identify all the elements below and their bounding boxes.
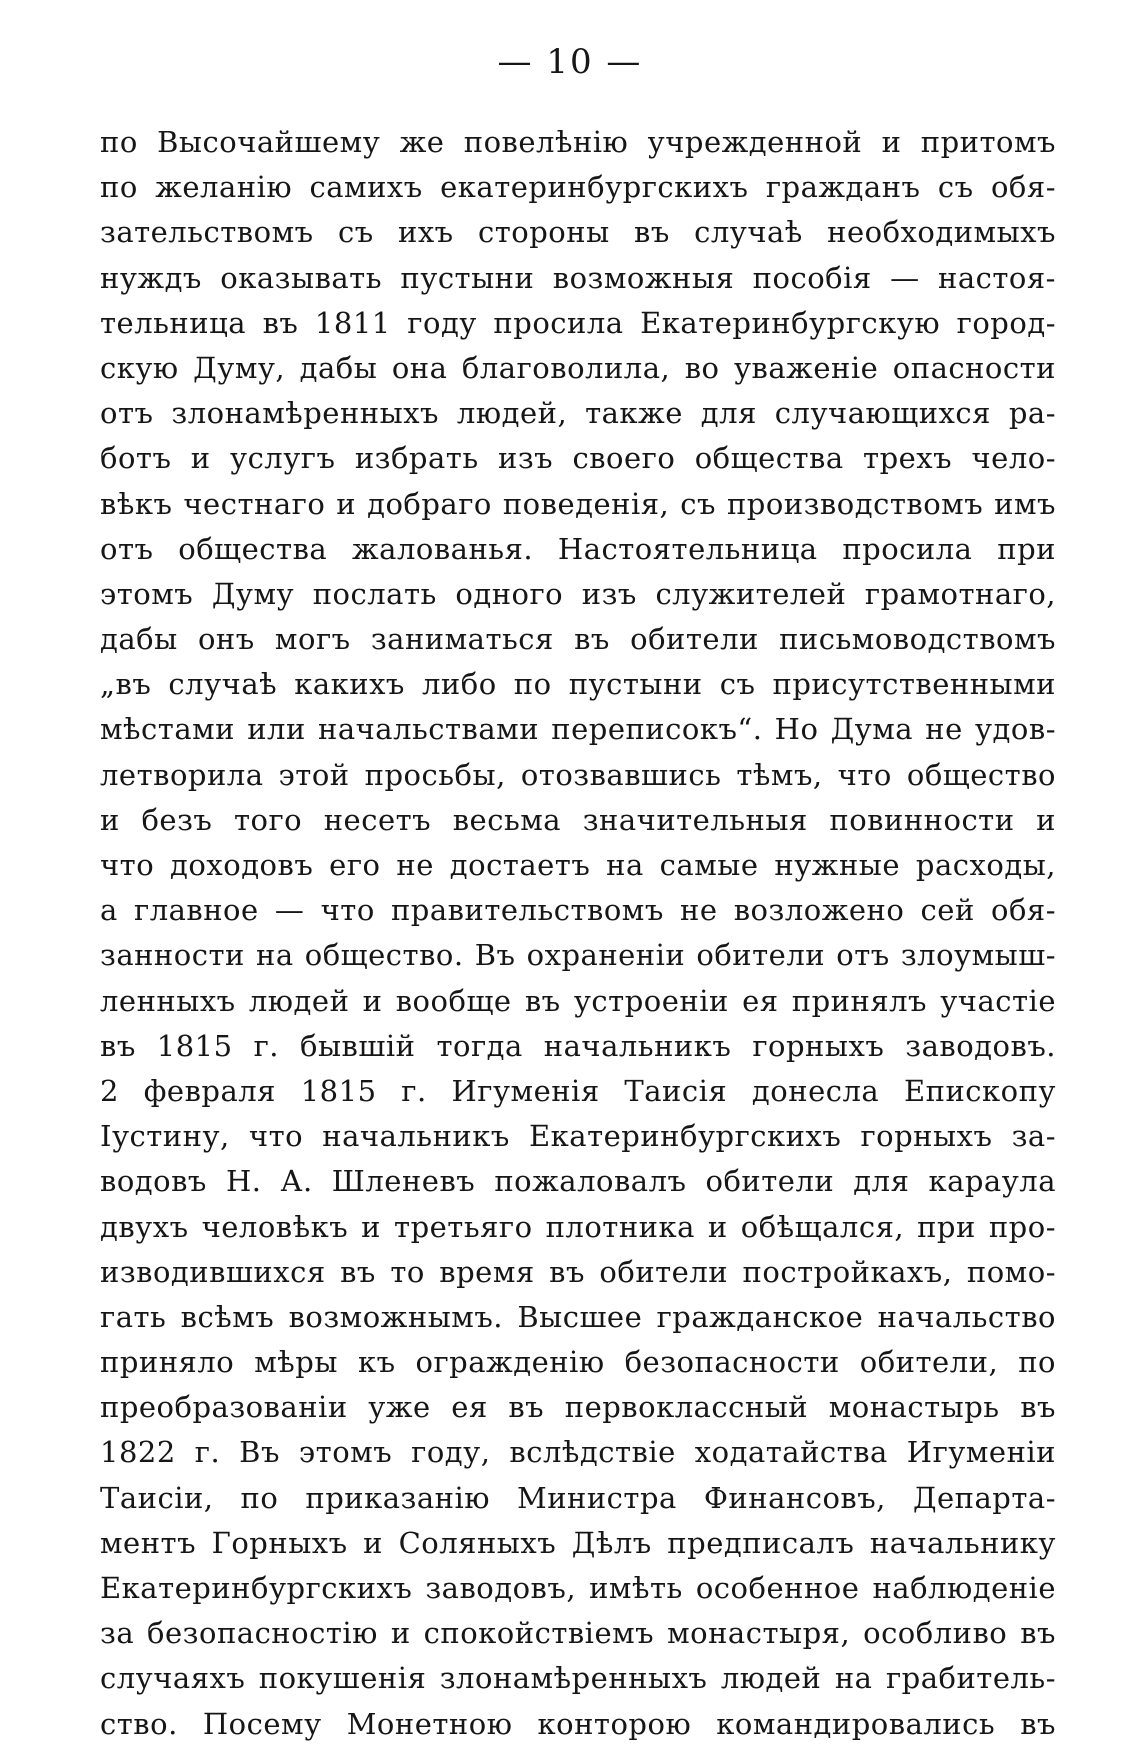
text-line: отъ общества жалованья. Настоятельница просила при	[100, 531, 1056, 566]
text-line: тельница въ 1811 году просила Екатеринбургскую город-	[100, 305, 1056, 340]
text-line: занности на общество. Въ охраненіи обители отъ злоумыш-	[100, 938, 1056, 973]
text-line: преобразованіи уже ея въ первоклассный монастырь въ	[100, 1390, 1056, 1425]
text-line: Екатеринбургскихъ заводовъ, имѣть особенное наблюденіе	[100, 1571, 1056, 1605]
text-line: ботъ и услугъ избрать изъ своего общества трехъ чело-	[100, 441, 1056, 476]
text-line: за безопасностію и спокойствіемъ монастыря, особливо въ	[100, 1616, 1056, 1651]
text-line: ство. Посему Монетною конторою командировались въ	[100, 1706, 1056, 1741]
text-line: по Высочайшему же повелѣнію учрежденной и притомъ	[100, 125, 1056, 159]
page-number: — 10 —	[497, 42, 643, 82]
text-line: что доходовъ его не достаетъ на самые нужные расходы,	[100, 848, 1056, 882]
text-line: случаяхъ покушенія злонамѣренныхъ людей на грабитель-	[100, 1661, 1056, 1696]
text-line: нуждъ оказывать пустыни возможныя пособія — настоя-	[100, 260, 1056, 295]
text-line: Таисіи, по приказанію Министра Финансовъ, Департа-	[100, 1480, 1056, 1515]
text-line: „въ случаѣ какихъ либо по пустыни съ присутственными	[100, 667, 1056, 702]
text-line: этомъ Думу послать одного изъ служителей грамотнаго,	[100, 576, 1056, 611]
text-line: двухъ человѣкъ и третьяго плотника и обѣщался, при про-	[100, 1209, 1056, 1244]
body-text	[100, 120, 1056, 1747]
text-line: изводившихся въ то время въ обители постройкахъ, помо-	[100, 1254, 1056, 1289]
text-line: дабы онъ могъ заниматься въ обители письмоводствомъ	[100, 622, 1056, 657]
text-line: и безъ того несетъ весьма значительныя повинности и	[100, 802, 1056, 837]
text-line: ментъ Горныхъ и Соляныхъ Дѣлъ предписалъ начальнику	[100, 1525, 1056, 1560]
text-line: зательствомъ съ ихъ стороны въ случаѣ необходимыхъ	[100, 215, 1056, 250]
text-line: въ 1815 г. бывшій тогда начальникъ горныхъ заводовъ.	[100, 1028, 1056, 1063]
text-line: летворила этой просьбы, отозвавшись тѣмъ, что общество	[100, 757, 1056, 792]
text-line: скую Думу, дабы она благоволила, во уваженіе опасности	[100, 350, 1056, 385]
text-line: ленныхъ людей и вообще въ устроеніи ея принялъ участіе	[100, 983, 1056, 1018]
text-line: водовъ Н. А. Шленевъ пожаловалъ обители для караула	[100, 1164, 1056, 1199]
text-line: по желанію самихъ екатеринбургскихъ гражданъ съ обя-	[100, 170, 1056, 205]
text-line: а главное — что правительствомъ не возложено сей обя-	[100, 893, 1056, 928]
text-line: отъ злонамѣренныхъ людей, также для случающихся ра-	[100, 396, 1056, 431]
text-line: вѣкъ честнаго и добраго поведенія, съ производствомъ имъ	[100, 486, 1056, 521]
text-line: мѣстами или начальствами переписокъ“. Но Дума не удов-	[100, 712, 1056, 747]
text-line: Іустину, что начальникъ Екатеринбургскихъ горныхъ за-	[100, 1119, 1056, 1154]
text-line: гать всѣмъ возможнымъ. Высшее гражданское начальство	[100, 1299, 1056, 1334]
text-line: приняло мѣры къ огражденію безопасности обители, по	[100, 1345, 1056, 1380]
text-line: 1822 г. Въ этомъ году, вслѣдствіе ходатайства Игуменіи	[100, 1435, 1056, 1470]
text-line: 2 февраля 1815 г. Игуменія Таисія донесла Епископу	[100, 1073, 1056, 1108]
